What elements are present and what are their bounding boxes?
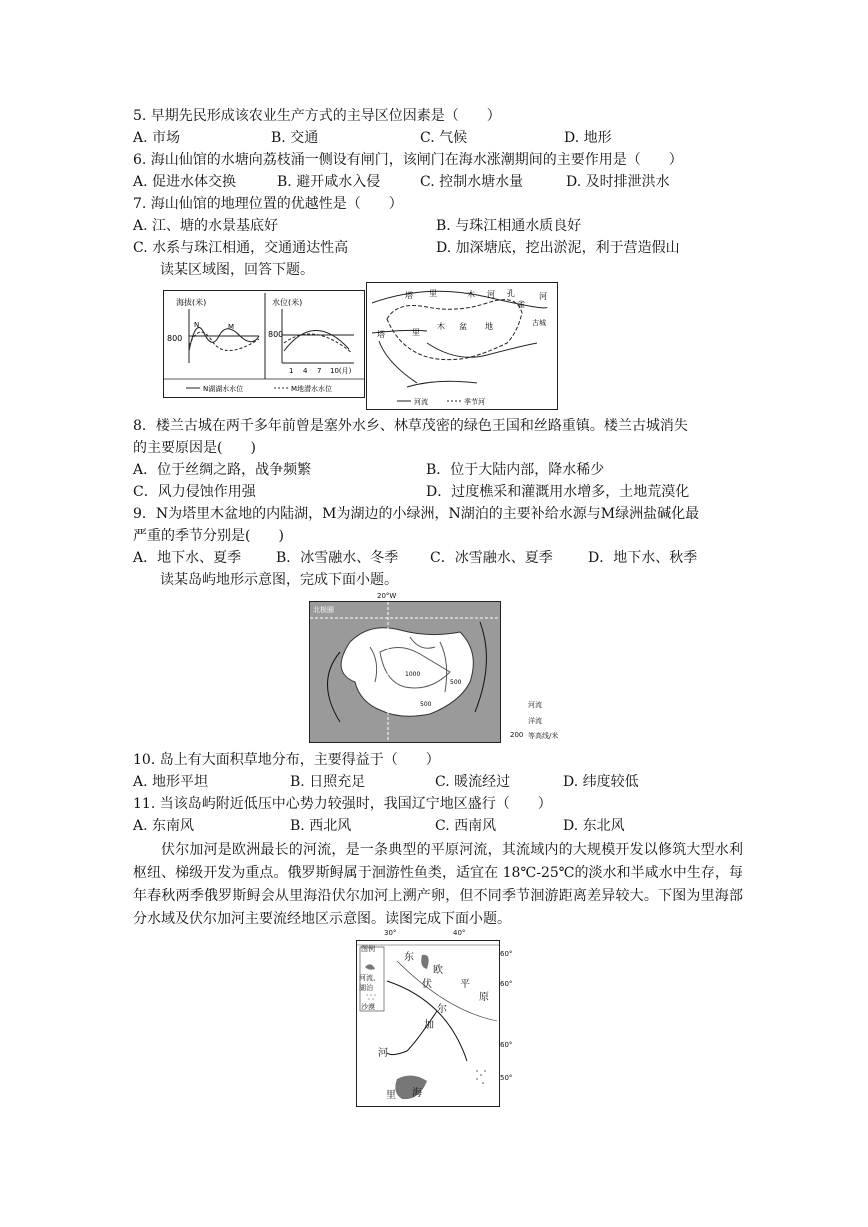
- q8-option-d: D．过度樵采和灌溉用水增多，土地荒漠化: [426, 484, 690, 500]
- fig1-tick-800-right: 800: [268, 330, 284, 339]
- q6-option-c: C. 控制水塘水量: [420, 174, 524, 190]
- fig3-er: 尔: [437, 1004, 447, 1015]
- fig1-map-li-top: 里: [429, 289, 437, 298]
- intro-island-map: 读某岛屿地形示意图，完成下面小题。: [160, 572, 398, 588]
- fig3-lat-60c: 60°: [500, 1041, 513, 1049]
- fig1-map-que: 雀: [517, 300, 525, 309]
- fig3-lat-60a: 60°: [500, 950, 513, 958]
- fig3-jia: 加: [424, 1020, 434, 1031]
- fig1-map-he: 河: [539, 292, 547, 301]
- fig2-legend-200: 200: [510, 731, 524, 739]
- fig1-tick-800-left: 800: [167, 334, 183, 343]
- fig2-lon-label: 20°W: [377, 592, 397, 600]
- q9-option-b: B．冰雪融水、冬季: [276, 550, 399, 566]
- q7-option-b: B. 与珠江相通水质良好: [436, 218, 582, 234]
- fig1-map-ta: 塔: [405, 291, 413, 300]
- fig1-map-li: 里: [412, 328, 420, 337]
- fig1-legend-m: M地潜水水位: [291, 385, 333, 393]
- volga-paragraph: 伏尔加河是欧洲最长的河流，是一条典型的平原河流，其流域内的大规模开发以修筑大型水利枢纽、梯级开发为重点。俄罗斯鲟属于洄游性鱼类，适宜在 18℃-25℃的淡水和半咸水中生存，每年春秋两季俄罗斯鲟会从里海沿伏尔加河上溯产卵，但不同季节洄游距离差异较大。下图为里海部分水域及伏尔加河主要流经地区示意图。读图完成下面小题。: [133, 842, 743, 927]
- fig3-lon-40: 40°: [453, 929, 466, 937]
- fig3-hai: 海: [412, 1088, 422, 1099]
- island-topographic-map: [309, 601, 501, 743]
- fig1-legend-n: N湖湖水水位: [203, 385, 244, 393]
- intro-region-map: 读某区域图，回答下题。: [160, 262, 314, 278]
- q6-stem: 6. 海山仙馆的水塘向荔枝涌一侧设有闸门，该闸门在海水涨潮期间的主要作用是（ ）: [133, 152, 683, 168]
- fig3-lat-60b: 60°: [500, 980, 513, 988]
- q6-option-d: D. 及时排泄洪水: [566, 174, 670, 190]
- q8-stem-line2: 的主要原因是( ): [133, 440, 256, 456]
- fig3-yuan: 原: [479, 992, 489, 1003]
- q8-stem-line1: 8．楼兰古城在两千多年前曾是塞外水乡、林草茂密的绿色王国和丝路重镇。楼兰古城消失: [133, 418, 688, 434]
- q8-option-b: B．位于大陆内部，降水稀少: [426, 462, 605, 478]
- fig3-dong: 东: [404, 952, 414, 963]
- fig1-legend-seasonal: 季节河: [464, 398, 485, 406]
- fig1-m-label: M: [228, 323, 235, 331]
- q5-stem: 5. 早期先民形成该农业生产方式的主导区位因素是（ ）: [133, 108, 501, 124]
- q7-option-c: C. 水系与珠江相通，交通通达性高: [133, 240, 349, 256]
- q5-option-b: B. 交通: [271, 130, 319, 146]
- fig1-n-label: N: [194, 321, 200, 329]
- q5-option-a: A. 市场: [133, 130, 181, 146]
- fig3-legend-title: 图例: [361, 945, 375, 953]
- fig1-map-di: 地: [485, 322, 493, 331]
- q9-stem-line1: 9．N为塔里木盆地的内陆湖，M为湖边的小绿洲，N湖泊的主要补给水源与M绿洲盐碱化最: [133, 506, 700, 522]
- q7-option-a: A. 江、塘的水景基底好: [133, 218, 279, 234]
- q8-option-c: C．风力侵蚀作用强: [133, 484, 256, 500]
- q9-option-d: D．地下水、秋季: [588, 550, 698, 566]
- fig2-legend-current: 洋流: [528, 717, 542, 725]
- fig1-map-kong: 孔: [507, 289, 515, 298]
- fig3-lon-30: 30°: [384, 929, 397, 937]
- fig3-ping: 平: [460, 979, 470, 990]
- fig1-legend-river: 河流: [414, 398, 428, 406]
- q11-stem: 11. 当该岛屿附近低压中心势力较强时，我国辽宁地区盛行（ ）: [133, 796, 552, 812]
- q5-option-d: D. 地形: [564, 130, 612, 146]
- q11-option-c: C. 西南风: [435, 818, 497, 834]
- q8-option-a: A．位于丝绸之路，战争频繁: [133, 462, 312, 478]
- tarim-basin-map: [366, 282, 558, 410]
- fig1-map-gucheng: 古城: [532, 319, 546, 327]
- fig3-he: 河: [378, 1048, 388, 1059]
- q10-option-d: D. 纬度较低: [563, 774, 639, 790]
- q9-option-c: C．冰雪融水、夏季: [430, 550, 553, 566]
- fig1-map-mu-top: 木: [467, 290, 475, 299]
- fig1-map-pen: 盆: [459, 322, 467, 331]
- fig1-map-he-top: 河: [487, 290, 495, 299]
- fig1-month-7: 7: [317, 367, 322, 375]
- q10-option-a: A. 地形平坦: [133, 774, 209, 790]
- fig3-fu: 伏: [422, 979, 432, 990]
- hydrograph-figure: [163, 290, 365, 398]
- q6-option-b: B. 避开咸水入侵: [277, 174, 381, 190]
- fig2-legend-river: 河流: [528, 701, 542, 709]
- fig3-lat-50: 50°: [500, 1074, 513, 1082]
- fig1-month-10: 10(月): [330, 367, 352, 375]
- fig3-legend-desert: 沙漠: [361, 1003, 375, 1011]
- q11-option-d: D. 东北风: [563, 818, 625, 834]
- q7-stem: 7. 海山仙馆的地理位置的优越性是（ ）: [133, 196, 403, 212]
- fig3-legend-water: 河流、湖泊: [359, 974, 380, 992]
- fig3-ou: 欧: [433, 965, 443, 976]
- fig2-contour-500b: 500: [450, 679, 462, 686]
- fig2-arctic-label: 北极圈: [313, 606, 334, 614]
- fig2-contour-1000: 1000: [405, 671, 421, 678]
- fig1-left-ylabel: 海拔(米): [176, 298, 207, 307]
- fig2-legend-contour: 等高线/米: [528, 732, 559, 740]
- fig1-map-mu: 木: [437, 322, 445, 331]
- q5-option-c: C. 气候: [420, 130, 468, 146]
- q9-stem-line2: 严重的季节分别是( ): [133, 528, 284, 544]
- fig2-contour-500a: 500: [420, 701, 432, 708]
- fig1-map-ta-left: 塔: [377, 330, 385, 339]
- fig1-right-ylabel: 水位(米): [272, 298, 303, 307]
- q6-option-a: A. 促进水体交换: [133, 174, 237, 190]
- q9-option-a: A．地下水、夏季: [133, 550, 242, 566]
- fig1-month-4: 4: [303, 367, 308, 375]
- q10-option-c: C. 暖流经过: [435, 774, 511, 790]
- fig3-li: 里: [386, 1090, 396, 1101]
- fig1-month-1: 1: [289, 367, 294, 375]
- q10-option-b: B. 日照充足: [290, 774, 366, 790]
- q7-option-d: D. 加深塘底，挖出淤泥，利于营造假山: [436, 240, 680, 256]
- q11-option-b: B. 西北风: [290, 818, 352, 834]
- q10-stem: 10. 岛上有大面积草地分布，主要得益于（ ）: [133, 752, 440, 768]
- q11-option-a: A. 东南风: [133, 818, 195, 834]
